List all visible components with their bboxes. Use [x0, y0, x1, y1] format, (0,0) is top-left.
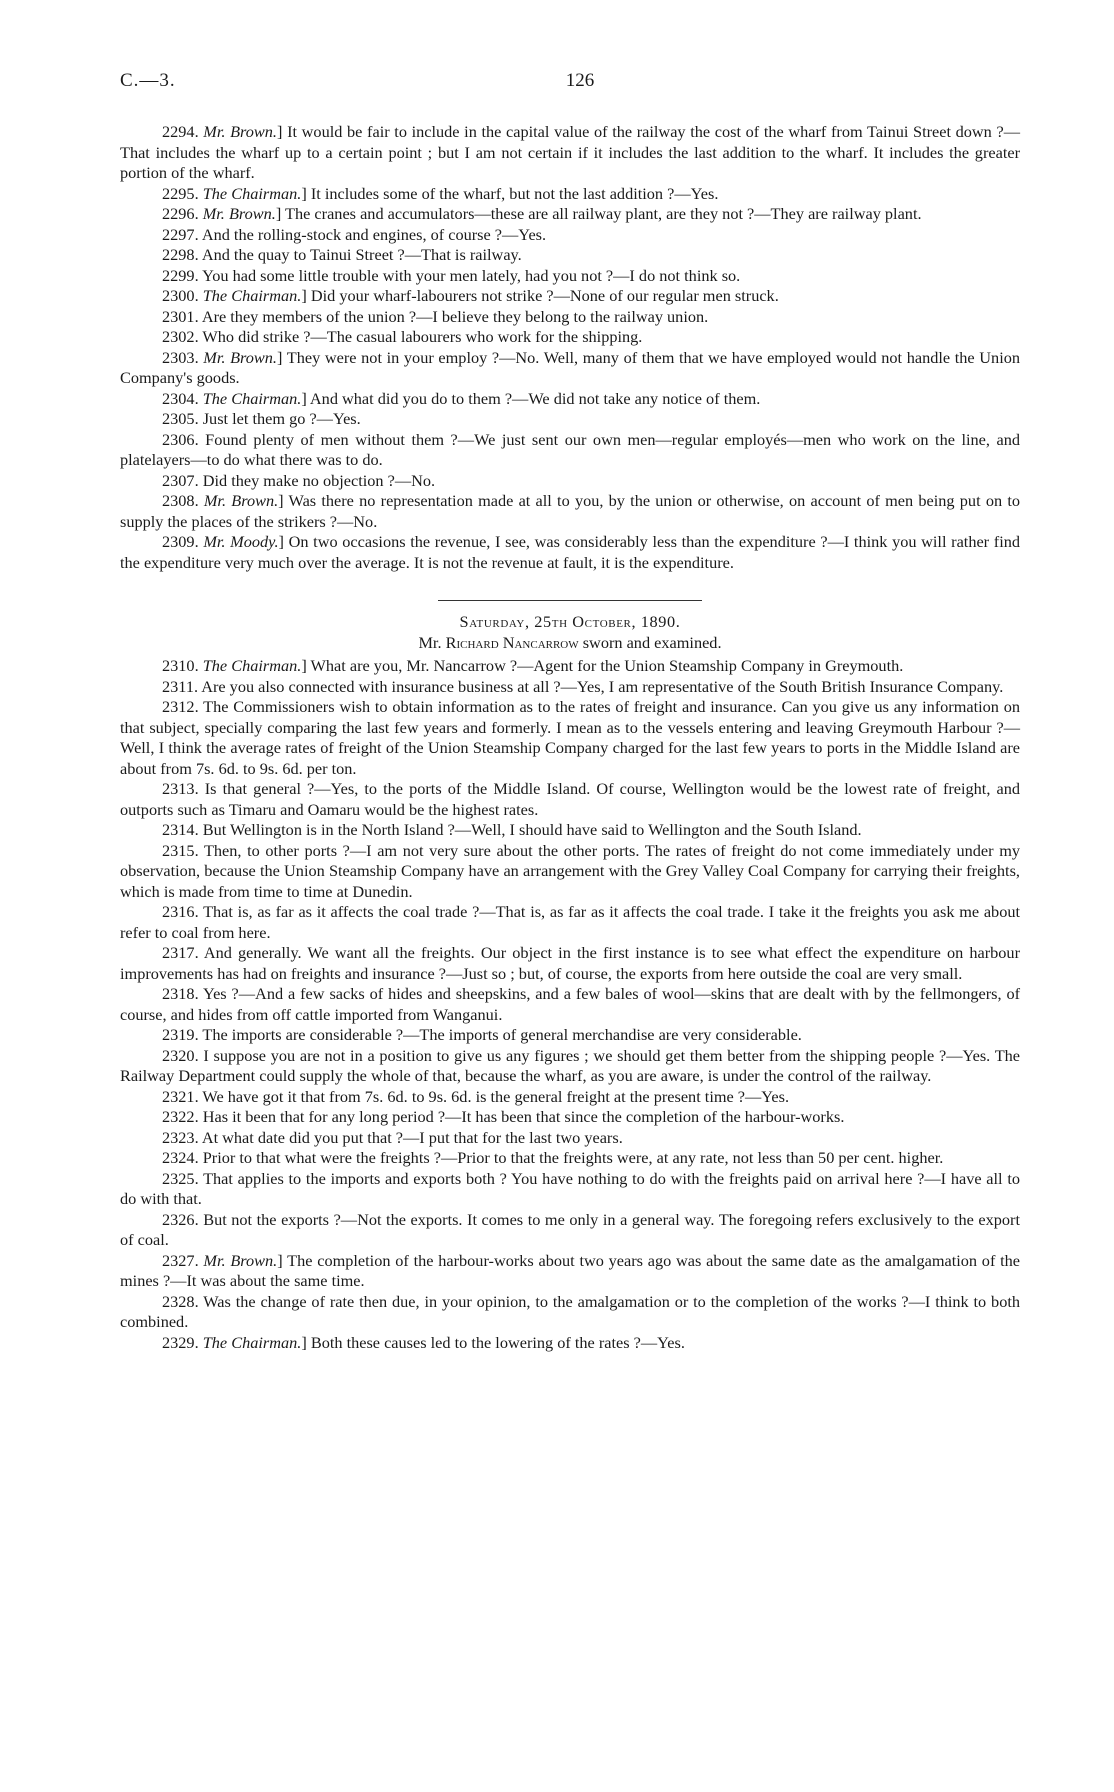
- question-answer-text: And generally. We want all the freights. Our object in the first instance is to see what effect the expenditure on harbour improvements has had on freights and insurance ?—Just so ; but, of course, the exports from here outside the coal are very small.: [120, 943, 1020, 983]
- question-answer-text: But Wellington is in the North Island ?—Well, I should have said to Wellington and the South Island.: [202, 820, 862, 839]
- witness-line: [120, 633, 1020, 654]
- question-answer-text: Are they members of the union ?—I believe they belong to the railway union.: [201, 306, 709, 326]
- speaker-name: The Chairman.: [202, 286, 302, 305]
- question-number: 2315.: [162, 840, 199, 860]
- testimony-paragraph: [120, 1087, 1020, 1108]
- question-number: 2307.: [162, 470, 199, 490]
- speaker-name: Mr. Brown.: [203, 122, 277, 141]
- question-number: 2329.: [162, 1332, 199, 1352]
- question-answer-text: Was the change of rate then due, in your opinion, to the amalgamation or to the completion of the works ?—I think to both combined.: [120, 1291, 1020, 1331]
- question-number: 2312.: [162, 697, 199, 716]
- section-divider: [438, 600, 702, 601]
- testimony-paragraph: [120, 1046, 1020, 1087]
- question-number: 2303.: [162, 347, 199, 367]
- testimony-paragraph: 2327. Mr. Brown.] The completion of the harbour-works about two years ago was about the same date as the amalgamation of the mines ?—It was about the same time.: [120, 1250, 1021, 1290]
- question-answer-text: That is, as far as it affects the coal trade ?—That is, as far as it affects the coal trade. I take it the freights you ask me about refer to coal from here.: [120, 902, 1020, 942]
- testimony-paragraph: [120, 820, 1020, 841]
- speaker-name: The Chairman.: [202, 183, 302, 203]
- testimony-paragraph: 2309. Mr. Moody.] On two occasions the revenue, I see, was considerably less than the expenditure ?—I think you will rather find the expenditure very much over the average. It is not the revenue at fault, it is the expenditure.: [120, 532, 1020, 572]
- question-answer-text: Then, to other ports ?—I am not very sure about the other ports. The rates of freight do not come immediately under my observation, because the Union Steamship Company have an arrangement with the Grey Valley Coal Company for carrying their freights, which is made from time to time at Dunedin.: [120, 840, 1020, 901]
- question-answer-text: Was there no representation made at all to you, by the union or otherwise, on account of men being put on to supply the places of the strikers ?—No.: [120, 491, 1020, 531]
- document-reference: C.—3.: [120, 70, 176, 91]
- testimony-paragraph: 2310. The Chairman.] What are you, Mr. Nancarrow ?—Agent for the Union Steamship Company in Greymouth.: [162, 656, 904, 675]
- section-date: Saturday, 25th October, 1890.: [459, 612, 681, 631]
- speaker-name: Mr. Brown.: [203, 491, 279, 510]
- question-answer-text: On two occasions the revenue, I see, was considerably less than the expenditure ?—I think you will rather find the expenditure very much over the average. It is not the revenue at fault, it is the expenditure.: [120, 532, 1020, 572]
- question-number: 2321.: [162, 1086, 199, 1106]
- speaker-name: Mr. Brown.: [203, 347, 277, 367]
- page-header: [120, 70, 1020, 100]
- testimony-paragraph: [120, 1128, 1020, 1149]
- testimony-paragraph: [120, 697, 1020, 779]
- testimony-block-second: [120, 656, 1020, 1353]
- testimony-paragraph: [120, 471, 1020, 492]
- question-answer-text: You had some little trouble with your men lately, had you not ?—I do not think so.: [202, 265, 741, 285]
- speaker-name: The Chairman.: [202, 388, 302, 408]
- question-number: 2305.: [162, 409, 199, 428]
- question-number: 2327.: [162, 1250, 199, 1270]
- question-answer-text: What are you, Mr. Nancarrow ?—Agent for the Union Steamship Company in Greymouth.: [310, 656, 904, 675]
- speaker-name: The Chairman.: [202, 1332, 302, 1352]
- testimony-paragraph: [120, 245, 1020, 266]
- question-number: 2314.: [162, 820, 199, 839]
- question-number: 2296.: [162, 204, 199, 223]
- witness-name: Richard Nancarrow: [445, 632, 579, 652]
- testimony-paragraph: [120, 943, 1020, 984]
- testimony-paragraph: [120, 677, 1020, 698]
- testimony-paragraph: 2329. The Chairman.] Both these causes led to the lowering of the rates ?—Yes.: [162, 1332, 685, 1352]
- question-number: 2311.: [162, 676, 199, 696]
- testimony-block-first: [120, 122, 1020, 573]
- question-answer-text: And the rolling-stock and engines, of course ?—Yes.: [201, 224, 547, 244]
- question-answer-text: Just let them go ?—Yes.: [202, 409, 361, 428]
- question-answer-text: And what did you do to them ?—We did not take any notice of them.: [309, 388, 761, 408]
- question-answer-text: And the quay to Tainui Street ?—That is railway.: [201, 245, 522, 264]
- witness-prefix: Mr.: [418, 632, 442, 652]
- question-number: 2319.: [162, 1025, 199, 1044]
- testimony-paragraph: [120, 1025, 1020, 1046]
- question-answer-text: It would be fair to include in the capital value of the railway the cost of the wharf from Tainui Street down ?—That includes the wharf up to a certain point ; but I am not certain if it includes the last addition to the wharf. It includes the greater portion of the wharf.: [120, 122, 1020, 182]
- question-number: 2316.: [162, 902, 199, 921]
- question-number: 2299.: [162, 265, 199, 285]
- question-answer-text: Has it been that for any long period ?—It has been that since the completion of the harbour-works.: [202, 1107, 845, 1126]
- question-answer-text: At what date did you put that ?—I put that for the last two years.: [201, 1127, 623, 1147]
- testimony-paragraph: 2296. Mr. Brown.] The cranes and accumulators—these are all railway plant, are they not ?—They are railway plant.: [162, 204, 922, 223]
- page-number: 126: [565, 70, 595, 91]
- question-number: 2322.: [162, 1107, 199, 1126]
- question-answer-text: Both these causes led to the lowering of the rates ?—Yes.: [310, 1332, 685, 1352]
- testimony-paragraph: 2295. The Chairman.] It includes some of the wharf, but not the last addition ?—Yes.: [162, 183, 719, 203]
- testimony-paragraph: [120, 327, 1020, 348]
- testimony-paragraph: [120, 307, 1020, 328]
- question-answer-text: The cranes and accumulators—these are all railway plant, are they not ?—They are railway plant.: [285, 204, 922, 223]
- testimony-paragraph: [120, 266, 1020, 287]
- testimony-paragraph: 2300. The Chairman.] Did your wharf-labourers not strike ?—None of our regular men struck.: [162, 286, 779, 305]
- witness-suffix: sworn and examined.: [582, 632, 722, 652]
- testimony-paragraph: [120, 902, 1020, 943]
- speaker-name: Mr. Moody.: [203, 532, 279, 551]
- question-number: 2325.: [162, 1168, 199, 1188]
- question-answer-text: The imports are considerable ?—The imports of general merchandise are very considerable.: [202, 1025, 802, 1044]
- question-answer-text: But not the exports ?—Not the exports. It comes to me only in a general way. The foregoing refers exclusively to the export of coal.: [120, 1209, 1020, 1249]
- question-number: 2309.: [162, 532, 199, 551]
- speaker-name: Mr. Brown.: [203, 1250, 278, 1270]
- testimony-paragraph: [120, 1107, 1020, 1128]
- testimony-paragraph: [120, 1210, 1020, 1251]
- testimony-body: [120, 122, 1020, 1353]
- testimony-paragraph: 2308. Mr. Brown.] Was there no representation made at all to you, by the union or otherwise, on account of men being put on to supply the places of the strikers ?—No.: [120, 491, 1020, 531]
- question-number: 2297.: [162, 224, 199, 244]
- speaker-name: The Chairman.: [202, 656, 302, 675]
- question-answer-text: The completion of the harbour-works about two years ago was about the same date as the amalgamation of the mines ?—It was about the same time.: [120, 1250, 1021, 1290]
- question-number: 2298.: [162, 245, 199, 264]
- question-answer-text: Did your wharf-labourers not strike ?—None of our regular men struck.: [310, 286, 779, 305]
- question-answer-text: That applies to the imports and exports both ? You have nothing to do with the freights paid on arrival here ?—I have all to do with that.: [120, 1168, 1020, 1208]
- testimony-paragraph: [120, 430, 1020, 471]
- question-number: 2308.: [162, 491, 199, 510]
- question-answer-text: We have got it that from 7s. 6d. to 9s. 6d. is the general freight at the present time ?—Yes.: [202, 1086, 790, 1106]
- question-number: 2310.: [162, 656, 199, 675]
- question-number: 2294.: [162, 122, 199, 141]
- question-answer-text: Prior to that what were the freights ?—Prior to that the freights were, at any rate, not less than 50 per cent. higher.: [202, 1148, 944, 1167]
- question-number: 2302.: [162, 327, 199, 346]
- question-number: 2323.: [162, 1127, 199, 1147]
- testimony-paragraph: [120, 984, 1020, 1025]
- testimony-paragraph: 2294. Mr. Brown.] It would be fair to include in the capital value of the railway the cost of the wharf from Tainui Street down ?—That includes the wharf up to a certain point ; but I am not certain if it includes the last addition to the wharf. It includes the greater portion of the wharf.: [120, 122, 1020, 182]
- question-number: 2318.: [162, 984, 199, 1003]
- question-number: 2306.: [162, 429, 199, 449]
- testimony-paragraph: [120, 225, 1020, 246]
- testimony-paragraph: [120, 779, 1020, 820]
- question-number: 2320.: [162, 1045, 199, 1065]
- question-number: 2324.: [162, 1148, 199, 1167]
- question-number: 2328.: [162, 1291, 199, 1311]
- question-number: 2313.: [162, 779, 199, 798]
- question-number: 2326.: [162, 1209, 199, 1229]
- testimony-paragraph: [120, 409, 1020, 430]
- question-answer-text: Yes ?—And a few sacks of hides and sheepskins, and a few bales of wool—skins that are dealt with by the fellmongers, of course, and hides from off cattle imported from Wanganui.: [120, 984, 1021, 1024]
- speaker-name: Mr. Brown.: [202, 204, 276, 223]
- testimony-paragraph: 2303. Mr. Brown.] They were not in your employ ?—No. Well, many of them that we have employed would not handle the Union Company's goods.: [120, 347, 1021, 387]
- question-answer-text: Found plenty of men without them ?—We just sent our own men—regular employés—men who work on the line, and platelayers—to do what there was to do.: [120, 429, 1020, 469]
- testimony-paragraph: [120, 1169, 1020, 1210]
- question-answer-text: Who did strike ?—The casual labourers who work for the shipping.: [202, 327, 643, 346]
- testimony-paragraph: [120, 1292, 1020, 1333]
- question-answer-text: It includes some of the wharf, but not the last addition ?—Yes.: [310, 183, 719, 203]
- question-number: 2301.: [162, 306, 199, 326]
- question-answer-text: Are you also connected with insurance business at all ?—Yes, I am representative of the South British Insurance Company.: [201, 676, 1004, 696]
- question-number: 2295.: [162, 183, 199, 203]
- testimony-paragraph: [120, 1148, 1020, 1169]
- question-answer-text: They were not in your employ ?—No. Well, many of them that we have employed would not handle the Union Company's goods.: [120, 347, 1021, 387]
- testimony-paragraph: [120, 841, 1020, 903]
- question-number: 2317.: [162, 943, 199, 962]
- question-number: 2300.: [162, 286, 199, 305]
- question-number: 2304.: [162, 388, 199, 408]
- question-answer-text: The Commissioners wish to obtain information as to the rates of freight and insurance. Can you give us any information on that subject, specially comparing the last few years and formerly. I mean as to the vessels entering and leaving Greymouth Harbour ?—Well, I think the average rates of freight of the Union Steamship Company charged for the last few years to ports in the Middle Island are about from 7s. 6d. to 9s. 6d. per ton.: [120, 697, 1020, 778]
- testimony-paragraph: 2304. The Chairman.] And what did you do to them ?—We did not take any notice of them.: [162, 388, 761, 408]
- question-answer-text: Did they make no objection ?—No.: [202, 470, 436, 490]
- question-answer-text: I suppose you are not in a position to give us any figures ; we should get them better from the shipping people ?—Yes. The Railway Department could supply the whole of that, because the wharf, as you are aware, is under the control of the railway.: [120, 1045, 1021, 1085]
- question-answer-text: Is that general ?—Yes, to the ports of the Middle Island. Of course, Wellington would be the lowest rate of freight, and outports such as Timaru and Oamaru would be the highest rates.: [120, 779, 1020, 819]
